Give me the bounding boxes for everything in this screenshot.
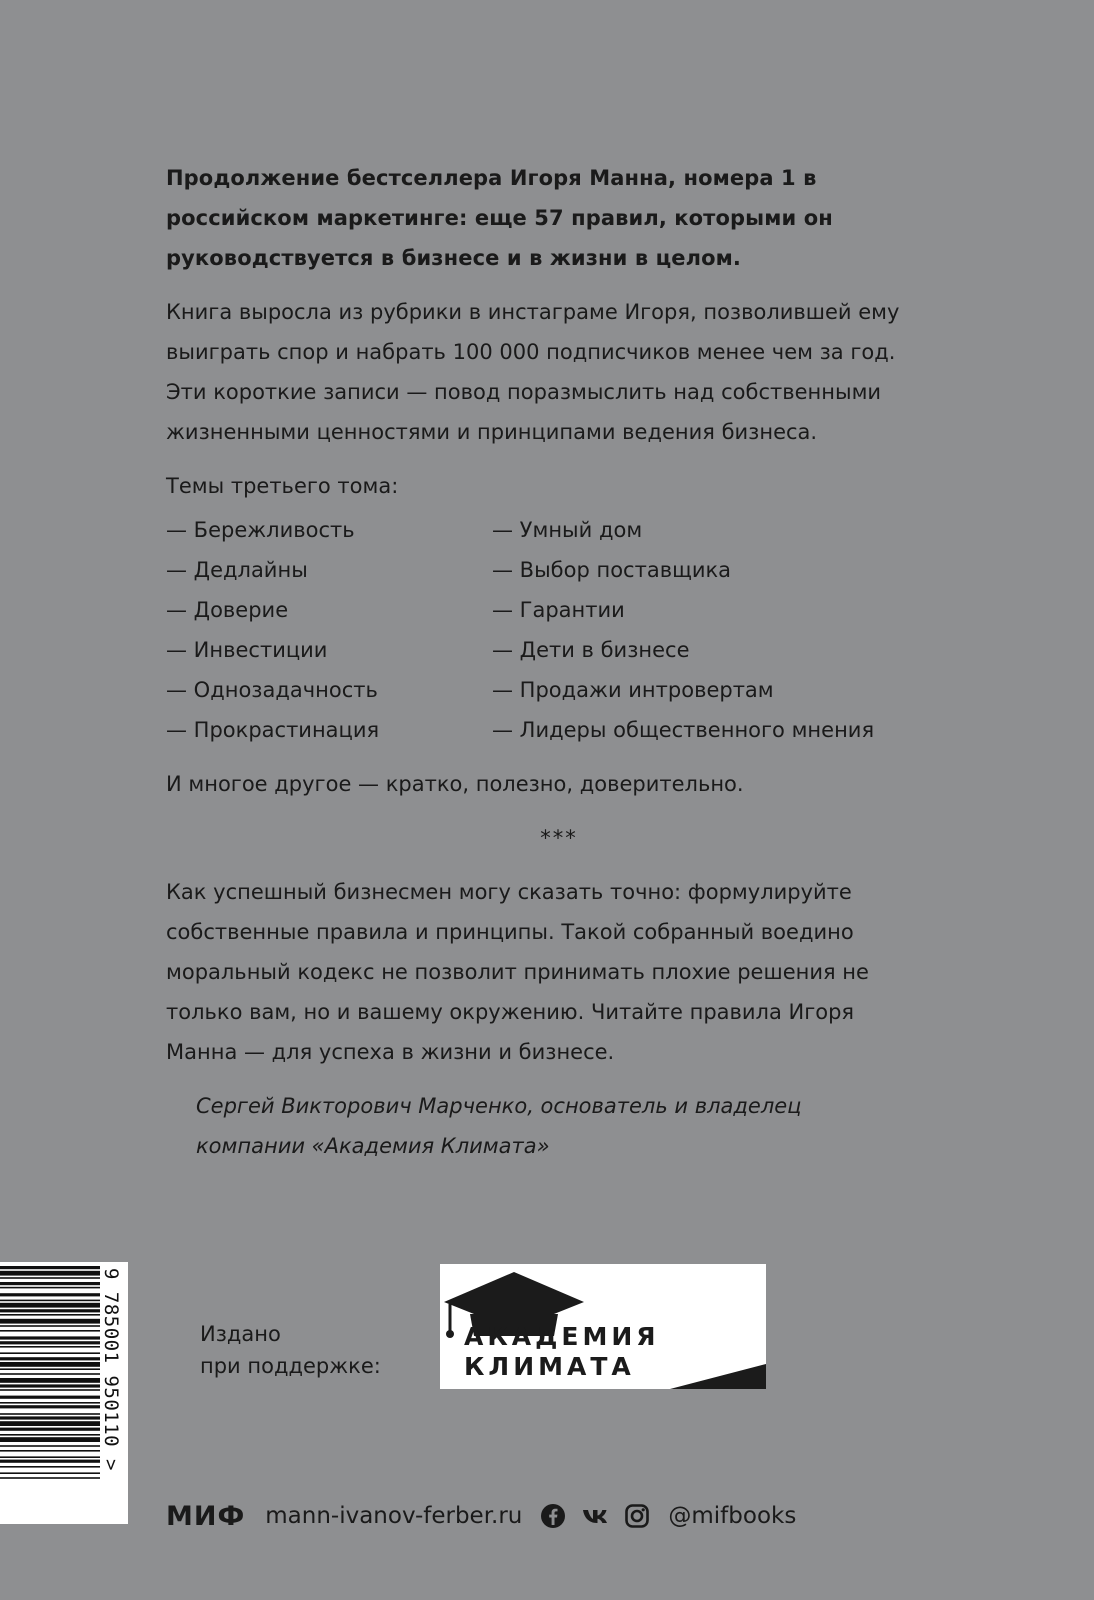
barcode-bars [0,1262,104,1524]
barcode-bar [0,1368,100,1370]
barcode-bar [0,1389,100,1391]
barcode-bar [0,1282,100,1285]
barcode-bar [0,1266,100,1269]
barcode-bar [0,1450,100,1452]
attribution-line: Сергей Викторович Марченко, основатель и владелец [196,1094,802,1118]
barcode-bar [0,1402,100,1404]
topic-item: — Однозадачность [166,678,378,702]
barcode-bar [0,1466,100,1468]
barcode-bar [0,1303,100,1308]
barcode-bar [0,1477,100,1479]
topic-item: — Продажи интровертам [492,678,774,702]
sponsor-logo [440,1264,766,1389]
website-link[interactable]: mann-ivanov-ferber.ru [265,1503,523,1529]
published-line: Издано [200,1322,281,1346]
barcode-bar [0,1445,100,1447]
barcode-bar [0,1300,100,1302]
back-cover-text [166,158,916,1166]
sponsor-line: КЛИМАТА [464,1352,635,1381]
topic-item: — Выбор поставщика [492,558,732,582]
social-handle[interactable]: @mifbooks [668,1503,797,1529]
topic-item: — Прокрастинация [166,718,380,742]
sponsor-line: АКАДЕМИЯ [464,1322,660,1351]
barcode-bar [0,1413,100,1415]
barcode-bar [0,1357,100,1360]
endorsement-quote: Как успешный бизнесмен могу сказать точно: формулируйте собственные правила и принципы. Такой собранный воедино моральный кодекс не позволит принимать плохие решения не только вам, но и вашему окружению. Читайте правила Игоря Манна — для успеха в жизни и бизнесе. [166,880,869,1064]
barcode-bar [0,1405,100,1408]
published-with-support [200,1318,381,1382]
barcode-bar [0,1472,100,1474]
facebook-icon[interactable] [540,1503,566,1529]
published-line: при поддержке: [200,1354,381,1378]
barcode-bar [0,1362,100,1367]
barcode-bar [0,1384,100,1387]
barcode-bar [0,1314,100,1316]
topics-list [166,510,916,750]
barcode-bar [0,1287,100,1289]
topic-item: — Дети в бизнесе [492,638,690,662]
barcode-bar [0,1293,100,1296]
barcode-bar [0,1346,100,1348]
isbn-barcode [0,1262,128,1524]
barcode-bar [0,1396,100,1399]
barcode-bar [0,1277,100,1279]
topic-item: — Доверие [166,598,289,622]
isbn-digits: 9 785001 950110 > [100,1268,122,1471]
barcode-bar [0,1416,100,1419]
lead-paragraph: Продолжение бестселлера Игоря Манна, номера 1 в российском маркетинге: еще 57 правил, которыми он руководствуется в бизнесе и в жизни в целом. [166,166,833,270]
instagram-icon[interactable] [624,1503,650,1529]
barcode-bar [0,1434,100,1436]
publisher-footer [166,1496,796,1536]
endorsement-attribution [196,1086,916,1166]
barcode-bar [0,1341,100,1344]
section-separator: *** [540,826,578,850]
barcode-bar [0,1456,100,1458]
barcode-bar [0,1271,100,1276]
topic-item: — Дедлайны [166,558,308,582]
topic-item: — Гарантии [492,598,625,622]
barcode-bar [0,1352,100,1354]
attribution-line: компании «Академия Климата» [196,1134,550,1158]
barcode-bar [0,1437,100,1442]
barcode-bar [0,1336,100,1339]
publisher-logo: МИФ [166,1500,246,1532]
barcode-bar [0,1330,100,1332]
barcode-bar [0,1460,100,1463]
barcode-bar [0,1325,100,1327]
sponsor-name [464,1322,660,1382]
barcode-bar [0,1309,100,1312]
topic-item: — Умный дом [492,518,643,542]
topics-heading: Темы третьего тома: [166,474,399,498]
intro-paragraph: Книга выросла из рубрики в инстаграме Игоря, позволившей ему выиграть спор и набрать 100 000 подписчиков менее чем за год. Эти короткие записи — повод поразмыслить над собственными жизненными ценностями и принципами ведения бизнеса. [166,300,900,444]
vk-icon[interactable] [582,1503,608,1529]
topic-item: — Бережливость [166,518,355,542]
topic-item: — Лидеры общественного мнения [492,718,875,742]
barcode-bar [0,1319,100,1324]
barcode-bar [0,1428,100,1431]
barcode-bar [0,1373,100,1375]
barcode-bar [0,1378,100,1383]
topic-item: — Инвестиции [166,638,328,662]
more-line: И многое другое — кратко, полезно, доверительно. [166,772,744,796]
barcode-bar [0,1421,100,1426]
